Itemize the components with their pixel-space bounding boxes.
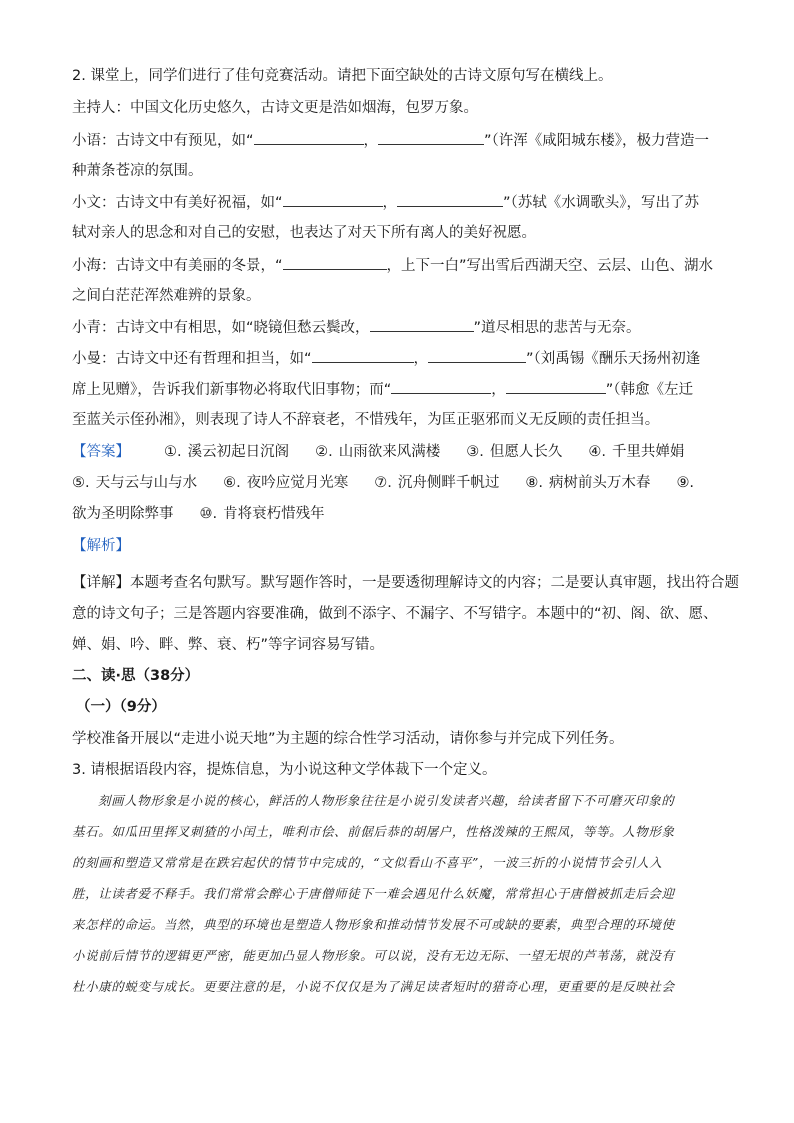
- comma: ，: [413, 351, 429, 367]
- analysis-label: 【解析】: [72, 538, 130, 554]
- xiaowen-source: ”（苏轼《水调歌头》，写出了苏: [503, 195, 700, 211]
- xiaoman-line-2: [72, 379, 693, 400]
- xiaoyu-text: 小语：古诗文中有预见，如“: [72, 133, 254, 149]
- xiaoman-text-2: 席上见赠》，告诉我们新事物必将取代旧事物；而“: [72, 382, 392, 398]
- xiaoqing-line: [72, 317, 641, 338]
- analysis-line: 【详解】本题考查名句默写。默写题作答时，一是要透彻理解诗文的内容；二是要认真审题，找出符合题: [72, 575, 739, 591]
- host-line: 主持人：中国文化历史悠久，古诗文更是浩如烟海，包罗万象。: [72, 100, 478, 116]
- passage-line: 小说前后情节的逻辑更严密，能更加凸显人物形象。可以说，没有无边无际、一望无垠的芦苇荡，就没有: [72, 948, 675, 963]
- xiaoqing-text: 小青：古诗文中有相思，如“晓镜但愁云鬓改，: [72, 320, 370, 336]
- activity-intro: 学校准备开展以“走进小说天地”为主题的综合性学习活动，请你参与并完成下列任务。: [72, 731, 624, 747]
- blank-4[interactable]: [397, 192, 503, 207]
- blank-10[interactable]: [506, 379, 606, 394]
- comma: ，: [382, 195, 398, 211]
- blank-8[interactable]: [428, 348, 526, 363]
- comma: ，: [363, 133, 379, 149]
- xiaowen-line: [72, 192, 699, 213]
- xiaohai-tail: ，上下一白”写出雪后西湖天空、云层、山色、湖水: [386, 258, 714, 274]
- passage-line: 胜，让读者爱不释手。我们常常会醉心于唐僧师徒下一难会遇见什么妖魔，常常担心于唐僧被抓走后会迎: [72, 886, 675, 901]
- answer-item: ⑥. 夜吟应觉月光寒: [223, 475, 349, 491]
- passage-line: 来怎样的命运。当然，典型的环境也是塑造人物形象和推动情节发展不可或缺的要素，典型合理的环境使: [72, 917, 675, 932]
- passage-line: 的刻画和塑造又常常是在跌宕起伏的情节中完成的，“文似看山不喜平”，一波三折的小说情节会引人入: [72, 855, 663, 870]
- blank-5[interactable]: [283, 255, 387, 270]
- xiaoyu-line-2: 种萧条苍凉的氛围。: [72, 163, 203, 179]
- answer-row-1: [72, 442, 684, 462]
- blank-2[interactable]: [378, 130, 484, 145]
- xiaoqing-tail: ”道尽相思的悲苦与无奈。: [473, 320, 641, 336]
- section-2-title: 二、读·思（38分）: [72, 668, 200, 684]
- blank-6[interactable]: [370, 317, 474, 332]
- passage-line: 杜小康的蜕变与成长。更要注意的是，小说不仅仅是为了满足读者短时的猎奇心理，更重要的是反映社会: [72, 979, 675, 994]
- question-3-stem: 3. 请根据语段内容，提炼信息，为小说这种文学体裁下一个定义。: [72, 762, 497, 778]
- xiaoman-line-3: 至蓝关示侄孙湘》，则表现了诗人不辞衰老，不惜残年，为匡正驱邪而义无反顾的责任担当。: [72, 412, 660, 428]
- analysis-line: 婵、娟、吟、畔、弊、衰、朽”等字词容易写错。: [72, 637, 385, 653]
- answer-item: ④. 千里共婵娟: [588, 444, 685, 460]
- blank-1[interactable]: [254, 130, 364, 145]
- analysis-line: 意的诗文句子；三是答题内容要准确，做到不添字、不漏字、不写错字。本题中的“初、阁、欲、愿、: [72, 606, 718, 622]
- blank-3[interactable]: [283, 192, 383, 207]
- blank-9[interactable]: [391, 379, 491, 394]
- xiaoyu-source: ”（许浑《咸阳城东楼》，极力营造一: [484, 133, 710, 149]
- answer-item: ⑦. 沉舟侧畔千帆过: [374, 475, 500, 491]
- xiaoman-source-2: ”（韩愈《左迁: [605, 382, 694, 398]
- xiaoman-text: 小曼：古诗文中还有哲理和担当，如“: [72, 351, 312, 367]
- xiaowen-line-2: 轼对亲人的思念和对自己的安慰，也表达了对天下所有离人的美好祝愿。: [72, 225, 536, 241]
- answer-item: ③. 但愿人长久: [466, 444, 563, 460]
- xiaoman-source: ”（刘禹锡《酬乐天扬州初逢: [526, 351, 701, 367]
- answer-label: 【答案】: [72, 444, 130, 460]
- xiaohai-text: 小海：古诗文中有美丽的冬景，“: [72, 258, 283, 274]
- comma: ，: [491, 382, 506, 398]
- answer-item: ⑤. 天与云与山与水: [72, 475, 198, 491]
- xiaohai-line: [72, 255, 713, 276]
- passage-line: 刻画人物形象是小说的核心，鲜活的人物形象往往是小说引发读者兴趣，给读者留下不可磨灭印象的: [98, 793, 675, 808]
- answer-item: 欲为圣明除弊事: [72, 506, 174, 522]
- answer-item-9-num: ⑨.: [676, 475, 695, 491]
- answer-item: ⑧. 病树前头万木春: [525, 475, 651, 491]
- answer-row-2: [72, 473, 694, 493]
- xiaoman-line: [72, 348, 700, 369]
- answer-item: ⑩. 肯将衰朽惜残年: [199, 506, 325, 522]
- xiaoyu-line: [72, 130, 709, 151]
- blank-7[interactable]: [312, 348, 414, 363]
- answer-item: ①. 溪云初起日沉阁: [164, 444, 290, 460]
- subsection-title: （一）（9分）: [76, 699, 166, 715]
- question-2-stem: 2. 课堂上，同学们进行了佳句竞赛活动。请把下面空缺处的古诗文原句写在横线上。: [72, 68, 613, 84]
- answer-item: ②. 山雨欲来风满楼: [315, 444, 441, 460]
- answer-row-3: [72, 504, 325, 524]
- passage-line: 基石。如瓜田里挥叉刺猹的小闰土，唯利市侩、前倨后恭的胡屠户，性格泼辣的王熙凤，等等。人物形象: [72, 824, 675, 839]
- xiaohai-line-2: 之间白茫茫浑然难辨的景象。: [72, 288, 261, 304]
- xiaowen-text: 小文：古诗文中有美好祝福，如“: [72, 195, 283, 211]
